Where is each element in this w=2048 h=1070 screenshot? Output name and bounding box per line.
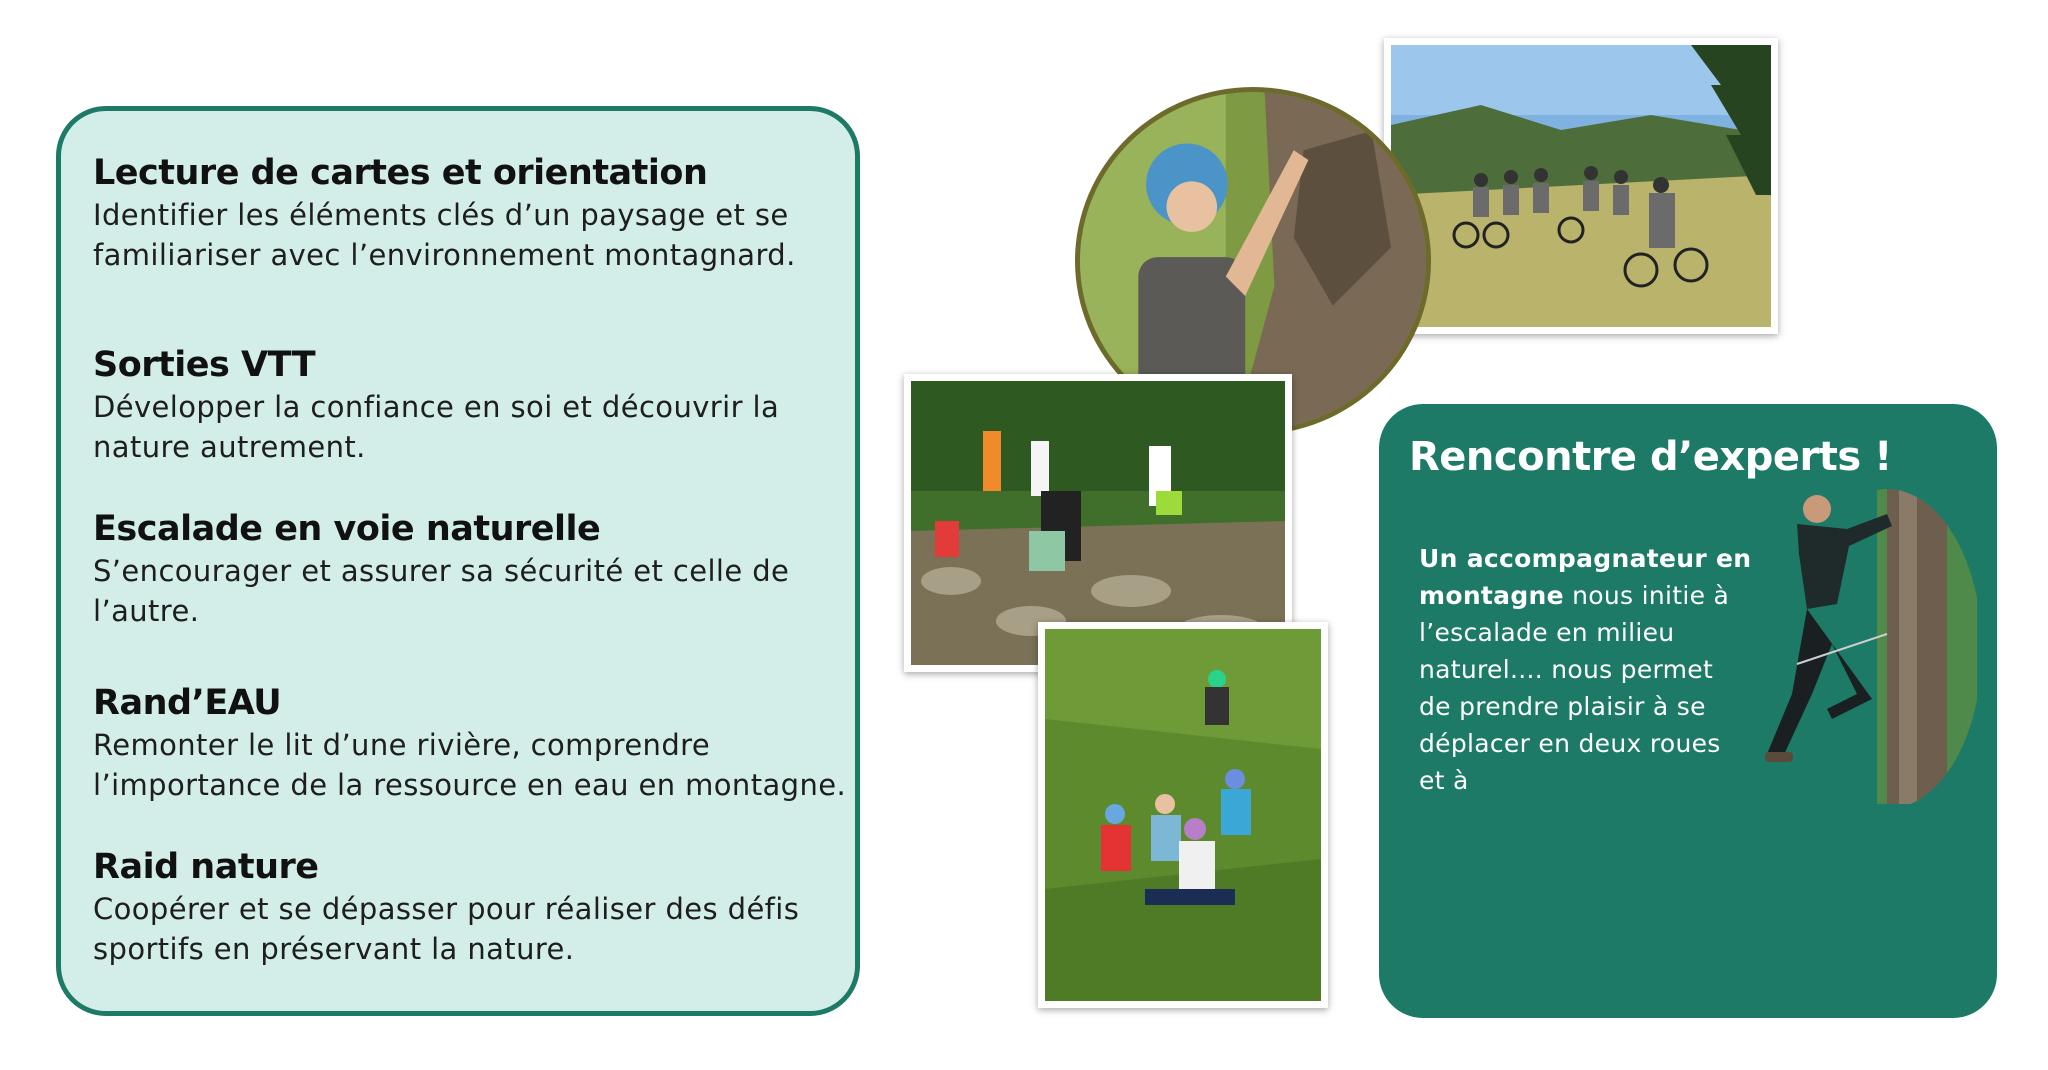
experts-text-line: de prendre plaisir à se <box>1419 692 1706 721</box>
activity-vtt <box>93 345 853 467</box>
experts-text-line: naturel.... nous permet <box>1419 655 1714 684</box>
activity-title: Sorties VTT <box>93 345 316 385</box>
experts-text <box>1419 540 1759 799</box>
activity-orientation <box>93 153 853 275</box>
activity-description: Remonter le lit d’une rivière, comprendre l’importance de la ressource en eau en montagne. <box>93 728 847 802</box>
experts-title: Rencontre d’experts ! <box>1409 434 1892 480</box>
experts-text-line: l’escalade en milieu <box>1419 618 1675 647</box>
activity-title: Raid nature <box>93 847 319 887</box>
hikers-slope-photo <box>1038 622 1328 1008</box>
experts-bold-text: montagne <box>1419 581 1564 610</box>
experts-text-line: nous initie à <box>1563 581 1730 610</box>
mountain-bikers-photo <box>1384 38 1778 334</box>
activity-raid <box>93 847 853 969</box>
experts-bold-text: Un accompagnateur en <box>1419 544 1752 573</box>
activity-description: S’encourager et assurer sa sécurité et celle de l’autre. <box>93 554 790 628</box>
activities-card <box>56 106 860 1016</box>
activity-title: Lecture de cartes et orientation <box>93 153 708 193</box>
activity-escalade <box>93 509 853 631</box>
activity-randeau <box>93 683 853 805</box>
activity-description: Coopérer et se dépasser pour réaliser des défis sportifs en préservant la nature. <box>93 892 800 966</box>
activity-title: Escalade en voie naturelle <box>93 509 601 549</box>
tree-climber-photo <box>1737 484 1977 804</box>
activity-description: Développer la confiance en soi et découvrir la nature autrement. <box>93 390 780 464</box>
experts-card <box>1379 404 1997 1018</box>
experts-text-line: déplacer en deux roues <box>1419 729 1721 758</box>
activity-title: Rand’EAU <box>93 683 282 723</box>
activity-description: Identifier les éléments clés d’un paysage et se familiariser avec l’environnement montagnard. <box>93 198 796 272</box>
experts-text-line: et à <box>1419 766 1469 795</box>
